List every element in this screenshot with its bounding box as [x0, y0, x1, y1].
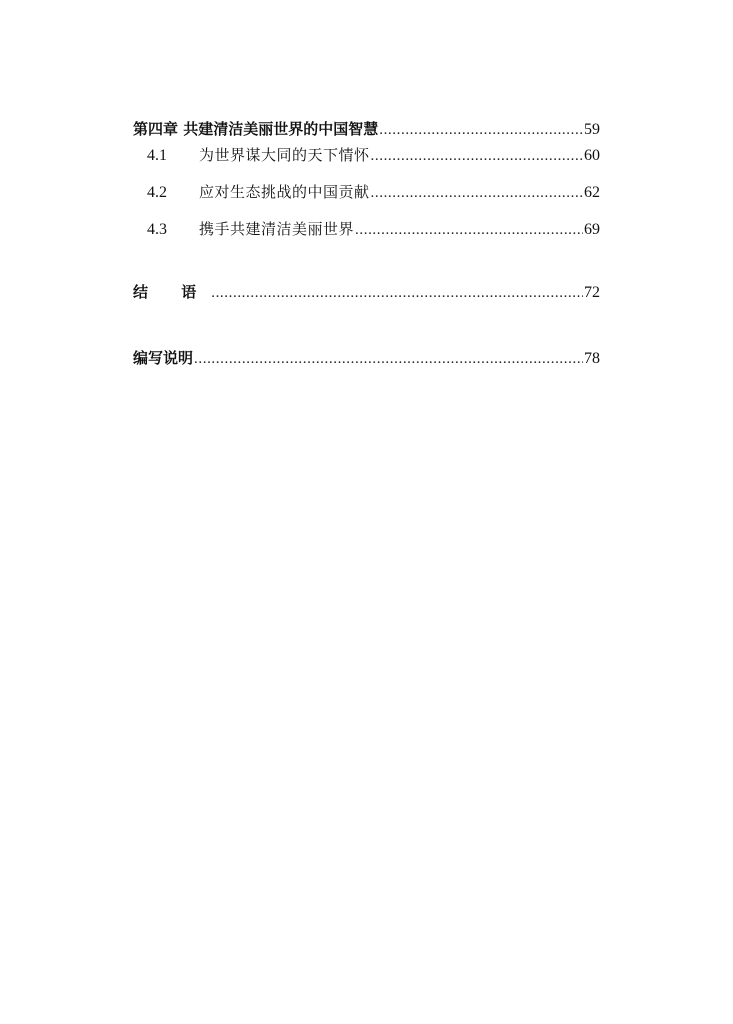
toc-leader-dots: [379, 117, 583, 143]
toc-leader-dots: [371, 143, 583, 169]
toc-entry-title: 携手共建清洁美丽世界: [199, 220, 355, 238]
toc-page-number: 62: [584, 184, 600, 201]
toc-section-number: 4.3: [147, 221, 167, 238]
toc-entry-notes[interactable]: [133, 345, 600, 371]
toc-entry-title: 编写说明: [133, 349, 194, 367]
toc-leader-dots: [211, 280, 583, 306]
toc-page-number: 78: [584, 350, 600, 367]
toc-entry-section-4-1[interactable]: [133, 142, 600, 168]
table-of-contents: [133, 116, 600, 371]
toc-entry-title: 应对生态挑战的中国贡献: [199, 183, 370, 201]
toc-page-number: 59: [584, 121, 600, 138]
toc-leader-dots: [194, 346, 583, 372]
toc-entry-section-4-2[interactable]: [133, 179, 600, 205]
toc-leader-dots: [355, 217, 583, 243]
toc-entry-conclusion[interactable]: [133, 279, 600, 305]
toc-section-number: 4.1: [147, 147, 167, 164]
toc-entry-title: 第四章 共建清洁美丽世界的中国智慧: [133, 120, 379, 138]
toc-entry-section-4-3[interactable]: [133, 216, 600, 242]
toc-leader-dots: [371, 180, 583, 206]
toc-entry-chapter-4[interactable]: [133, 116, 600, 142]
toc-page-number: 72: [584, 284, 600, 301]
toc-page-number: 60: [584, 147, 600, 164]
toc-entry-title: 结 语: [133, 283, 211, 301]
toc-page-number: 69: [584, 221, 600, 238]
toc-section-number: 4.2: [147, 184, 167, 201]
toc-entry-title: 为世界谋大同的天下情怀: [199, 146, 370, 164]
